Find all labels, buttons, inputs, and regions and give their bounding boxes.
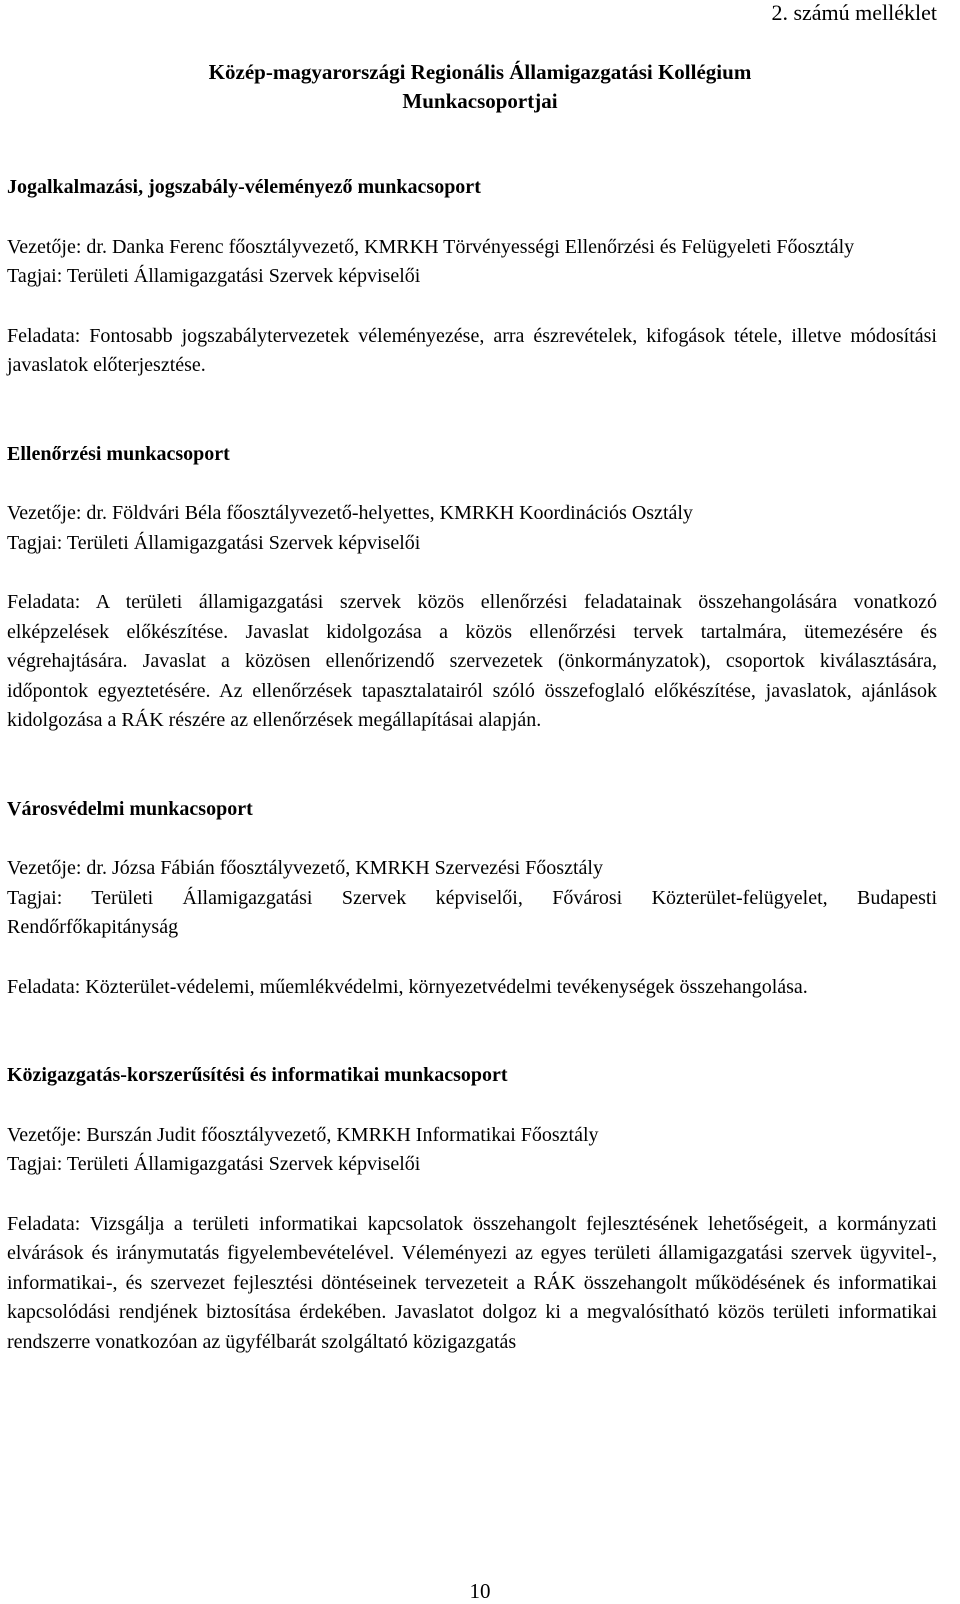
document-title: [0, 58, 960, 116]
workgroup-members: Tagjai: Területi Államigazgatási Szervek képviselői, Fővárosi Közterület-felügyelet, Budapesti Rendőrfőkapitányság: [7, 886, 937, 938]
page-number: 10: [469, 1579, 491, 1603]
workgroup-task: Feladata: Fontosabb jogszabálytervezetek véleményezése, arra észrevételek, kifogások tétele, illetve módosítási javaslatok előterjesztése.: [7, 324, 937, 376]
document-content: [7, 173, 937, 1357]
workgroup-city-protection: [7, 795, 937, 1003]
workgroup-heading: Jogalkalmazási, jogszabály-véleményező munkacsoport: [7, 176, 481, 198]
workgroup-legal: [7, 173, 937, 381]
workgroup-task: Feladata: A területi államigazgatási szervek közös ellenőrzési feladatainak összehangolására vonatkozó elképzelések előkészítése. Javaslat kidolgozása a közös ellenőrzési tervek tartalmára, ütemezésére és végrehajtására. Javaslat a közösen ellenőrizendő szervezetek (önkormányzatok), csoportok kiválasztására, időpontok egyeztetésére. Az ellenőrzések tapasztalatairól szóló összefoglaló előkészítése, javaslatok, ajánlások kidolgozása a RÁK részére az ellenőrzések megállapításai alapján.: [7, 591, 937, 731]
workgroup-members: Tagjai: Területi Államigazgatási Szervek képviselői: [7, 265, 421, 287]
workgroup-members: Tagjai: Területi Államigazgatási Szervek képviselői: [7, 1153, 421, 1175]
workgroup-task: Feladata: Vizsgálja a területi informatikai kapcsolatok összehangolt fejlesztésének lehetőségeit, a kormányzati elvárások és iránymutatás figyelembevételével. Véleményezi az egyes területi államigazgatási szervek ügyvitel-, informatikai-, és szervezet fejlesztési döntéseinek tervezeteit a RÁK összehangolt működésének és informatikai kapcsolódási rendjének biztosítása érdekében. Javaslatot dolgoz ki a megvalósítható közös területi informatikai rendszerre vonatkozóan az ügyfélbarát szolgáltató közigazgatás: [7, 1212, 937, 1353]
workgroup-leader: Vezetője: dr. Danka Ferenc főosztályvezető, KMRKH Törvényességi Ellenőrzési és Felügyeleti Főosztály: [7, 235, 855, 258]
annex-label: 2. számú melléklet: [771, 0, 937, 25]
title-line-1: Közép-magyarországi Regionális Államigazgatási Kollégium: [208, 60, 752, 84]
workgroup-heading: Közigazgatás-korszerűsítési és informatikai munkacsoport: [7, 1064, 508, 1086]
title-line-2: Munkacsoportjai: [402, 89, 558, 113]
workgroup-audit: [7, 440, 937, 736]
workgroup-leader: Vezetője: dr. Józsa Fábián főosztályvezető, KMRKH Szervezési Főosztály: [7, 857, 603, 879]
workgroup-leader: Vezetője: Burszán Judit főosztályvezető, KMRKH Informatikai Főosztály: [7, 1123, 599, 1146]
workgroup-members: Tagjai: Területi Államigazgatási Szervek képviselői: [7, 531, 421, 554]
workgroup-task: Feladata: Közterület-védelemi, műemlékvédelmi, környezetvédelmi tevékenységek összehangolása.: [7, 975, 808, 998]
workgroup-heading: Ellenőrzési munkacsoport: [7, 442, 230, 465]
workgroup-heading: Városvédelmi munkacsoport: [7, 797, 253, 820]
workgroup-leader: Vezetője: dr. Földvári Béla főosztályvezető-helyettes, KMRKH Koordinációs Osztály: [7, 502, 693, 524]
workgroup-modernization-it: [7, 1061, 937, 1357]
